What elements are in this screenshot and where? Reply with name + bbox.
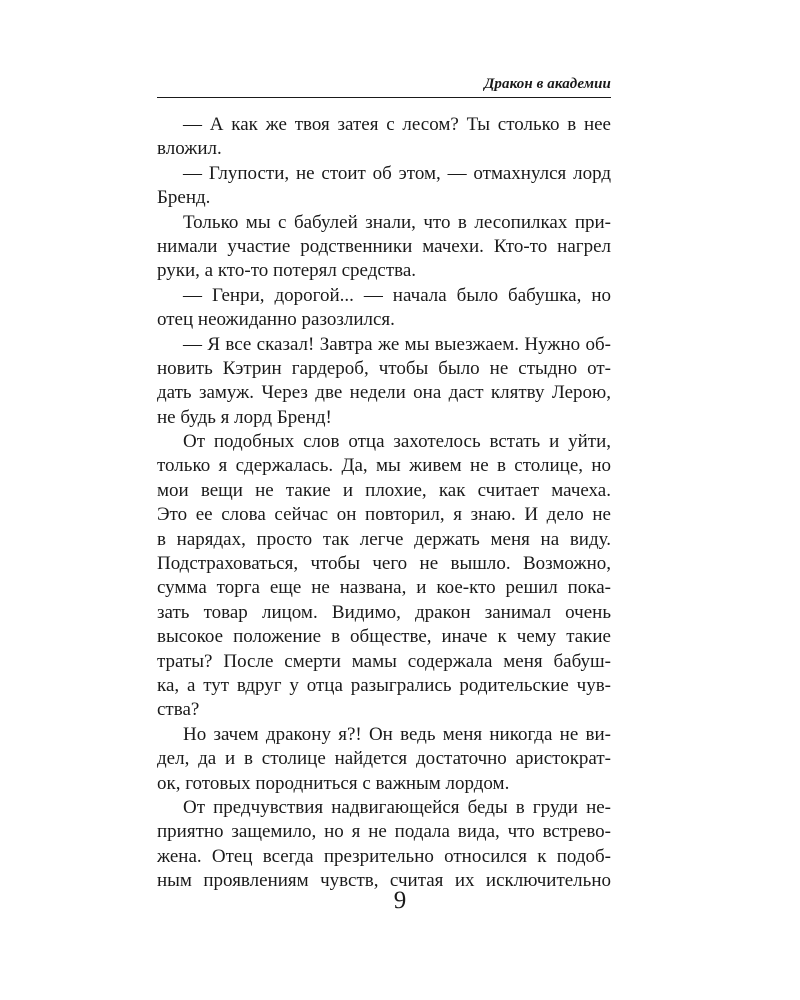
- text-line: новить Кэтрин гардероб, чтобы было не стыдно от-: [157, 357, 611, 379]
- text-line: мои вещи не такие и плохие, как считает мачеха.: [157, 479, 611, 501]
- text-line: — Я все сказал! Завтра же мы выезжаем. Нужно об-: [183, 333, 611, 355]
- text-line: высокое положение в обществе, иначе к чему такие: [157, 626, 611, 648]
- text-line: От предчувствия надвигающейся беды в груди не-: [183, 796, 611, 818]
- page-number: 9: [393, 887, 407, 914]
- text-line: — А как же твоя затея с лесом? Ты столько в нее: [183, 114, 611, 135]
- text-line: руки, а кто-то потерял средства.: [157, 260, 417, 282]
- text-line: дать замуж. Через две недели она даст клятву Лерою,: [157, 382, 611, 404]
- text-line: приятно защемило, но я не подала вида, что встрево-: [157, 821, 611, 843]
- header-rule: [157, 97, 611, 98]
- text-line: зать товар лицом. Видимо, дракон занимал очень: [157, 601, 611, 623]
- text-line: Но зачем дракону я?! Он ведь меня никогда не ви-: [183, 723, 611, 745]
- text-line: дел, да и в столице найдется достаточно аристократ-: [157, 748, 611, 770]
- running-head-title: Дракон в академии: [484, 76, 611, 92]
- text-line: От подобных слов отца захотелось встать и уйти,: [183, 431, 611, 453]
- text-line: отец неожиданно разозлился.: [157, 309, 395, 331]
- text-line: ным проявлениям чувств, считая их исключительно: [157, 870, 611, 892]
- text-line: ка, а тут вдруг у отца разыгрались родительские чув-: [157, 674, 611, 696]
- text-line: вложил.: [157, 138, 222, 160]
- text-line: ства?: [157, 699, 200, 721]
- text-line: жена. Отец всегда презрительно относился к подоб-: [157, 845, 611, 867]
- text-line: — Глупости, не стоит об этом, — отмахнулся лорд: [183, 162, 611, 184]
- text-line: — Генри, дорогой... — начала было бабушка, но: [183, 284, 611, 306]
- text-line: сумма торга еще не названа, и кое-кто решил пока-: [157, 577, 611, 599]
- text-line: только я сдержалась. Да, мы живем не в столице, но: [157, 455, 611, 477]
- text-line: Подстраховаться, чтобы чего не вышло. Возможно,: [157, 553, 611, 575]
- text-line: в нарядах, просто так легче держать меня на виду.: [157, 528, 611, 550]
- text-line: Бренд.: [157, 187, 211, 209]
- body-text: [157, 113, 611, 894]
- text-line: не будь я лорд Бренд!: [157, 406, 332, 428]
- text-line: Только мы с бабулей знали, что в лесопилках при-: [183, 211, 611, 233]
- text-line: ок, готовых породниться с важным лордом.: [157, 772, 510, 794]
- text-line: нимали участие родственники мачехи. Кто-то нагрел: [157, 235, 611, 257]
- text-line: траты? После смерти мамы содержала меня бабуш-: [157, 650, 611, 672]
- text-line: Это ее слова сейчас он повторил, я знаю. И дело не: [157, 504, 611, 526]
